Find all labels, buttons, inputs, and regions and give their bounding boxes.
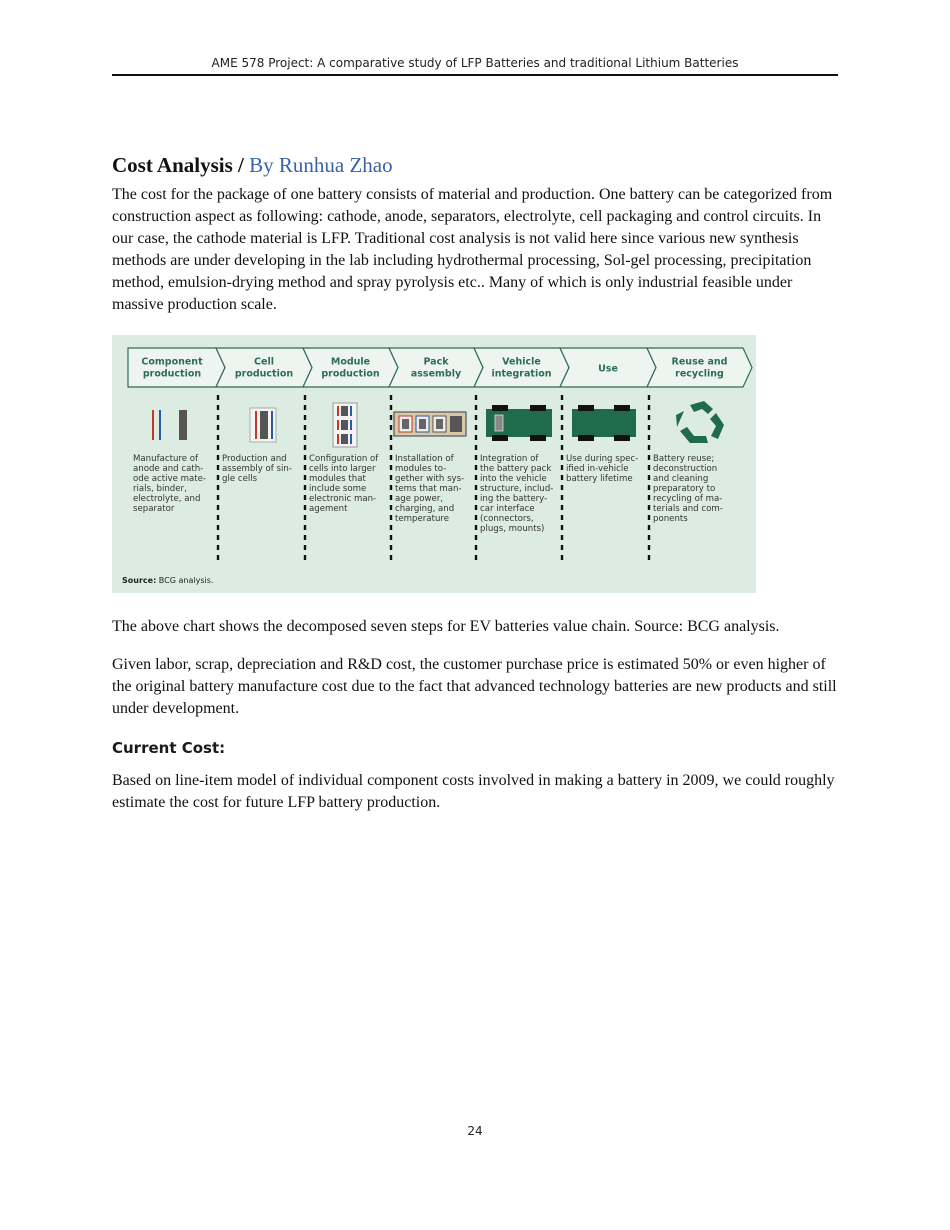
pack-icon (394, 412, 466, 436)
step-desc-7: and cleaning (653, 474, 709, 484)
step-descriptions (133, 454, 723, 534)
step-desc-3: agement (309, 504, 348, 514)
step-arrow-5 (474, 348, 569, 387)
module-icon (333, 403, 357, 447)
component-icon (152, 410, 187, 440)
step-desc-5: structure, includ- (480, 484, 554, 494)
intro-paragraph: The cost for the package of one battery consists of material and production. One battery can be categorized from construction aspect as following: cathode, anode, separators, electrolyte, cell packaging and control circuits. In our case, the cathode material is LFP. Traditional cost analysis is not valid here since various new synthesis methods are under developing in the lab including hydrothermal processing, Sol-gel processing, precipitation method, emulsion-drying method and spray pyrolysis etc.. Many of which is only industrial feasible under massive production scale. (112, 186, 833, 313)
step-desc-6: Use during spec- (566, 454, 639, 464)
step-desc-4: tems that man- (395, 484, 462, 494)
step-desc-4: age power, (395, 494, 444, 504)
step-desc-2: gle cells (222, 474, 258, 484)
section-title (112, 153, 393, 178)
page-number: 24 (467, 1124, 483, 1138)
step-label-6: Use (598, 363, 618, 375)
step-desc-5: plugs, mounts) (480, 524, 545, 534)
step-arrow-2 (216, 348, 312, 387)
step-desc-6: ified in-vehicle (566, 464, 629, 474)
step-arrow-1 (128, 348, 225, 387)
step-desc-7: ponents (653, 514, 688, 524)
step-label-2: Cell (254, 356, 274, 368)
step-desc-4: temperature (395, 514, 450, 524)
figure-caption: The above chart shows the decomposed seven steps for EV batteries value chain. Source: BCG analysis. (112, 618, 780, 635)
step-desc-5: ing the battery- (480, 494, 548, 504)
step-arrows (128, 348, 752, 387)
section-title-text: Cost Analysis / (112, 153, 250, 177)
value-chain-figure (112, 335, 756, 593)
header-rule (112, 74, 838, 76)
figure-source (122, 576, 213, 585)
step-label-3: Module (330, 356, 371, 368)
step-arrow-3 (303, 348, 398, 387)
value-chain-diagram (112, 335, 756, 593)
step-desc-2: assembly of sin- (222, 464, 292, 474)
section-author: By Runhua Zhao (249, 153, 393, 177)
step-desc-5: (connectors, (480, 514, 534, 524)
use-icon (572, 405, 636, 441)
step-desc-3: include some (309, 484, 367, 494)
current-cost-heading: Current Cost: (112, 739, 226, 757)
step-desc-6: battery lifetime (566, 474, 633, 484)
step-desc-7: terials and com- (653, 504, 723, 514)
step-desc-3: electronic man- (309, 494, 377, 504)
step-desc-3: modules that (309, 474, 366, 484)
figure-source-text: BCG analysis. (156, 576, 214, 585)
step-desc-3: Configuration of (309, 454, 379, 464)
recycle-icon (676, 401, 724, 443)
step-desc-7: Battery reuse; (653, 454, 715, 464)
step-desc-4: gether with sys- (395, 474, 465, 484)
step-label-7: Reuse and (671, 356, 728, 368)
price-paragraph: Given labor, scrap, depreciation and R&D cost, the customer purchase price is estimated 50% or even higher of the original battery manufacture cost due to the fact that advanced technology batteries are new products and still under development. (112, 656, 837, 717)
vehicle-integration-icon (486, 405, 552, 441)
step-desc-7: preparatory to (653, 484, 716, 494)
step-desc-3: cells into larger (309, 464, 376, 474)
step-arrow-7 (647, 348, 752, 387)
step-desc-7: recycling of ma- (653, 494, 723, 504)
step-desc-5: into the vehicle (480, 474, 547, 484)
step-label-3: production (321, 368, 380, 380)
step-desc-1: anode and cath- (133, 464, 204, 474)
step-label-2: production (234, 368, 294, 380)
step-label-7: recycling (675, 368, 724, 380)
step-label-1: production (142, 368, 202, 380)
step-desc-1: ode active mate- (133, 474, 206, 484)
step-desc-1: Manufacture of (133, 454, 199, 464)
step-label-1: Component (141, 356, 203, 368)
step-desc-1: electrolyte, and (133, 494, 201, 504)
step-desc-5: car interface (480, 504, 535, 514)
step-desc-4: charging, and (395, 504, 455, 514)
figure-source-label: Source: (122, 576, 157, 585)
step-label-4: assembly (410, 368, 462, 380)
step-label-4: Pack (423, 356, 449, 368)
cell-icon (250, 408, 276, 442)
step-label-5: integration (491, 368, 552, 380)
current-cost-paragraph: Based on line-item model of individual component costs involved in making a battery in 2009, we could roughly estimate the cost for future LFP battery production. (112, 772, 835, 811)
step-desc-5: Integration of (480, 454, 539, 464)
step-desc-1: separator (133, 504, 175, 514)
step-desc-7: deconstruction (653, 464, 718, 474)
step-desc-1: rials, binder, (133, 484, 187, 494)
step-arrow-4 (389, 348, 483, 387)
step-desc-5: the battery pack (480, 464, 552, 474)
step-desc-4: Installation of (395, 454, 454, 464)
running-header: AME 578 Project: A comparative study of LFP Batteries and traditional Lithium Batteries (211, 56, 739, 70)
step-desc-2: Production and (222, 454, 287, 464)
step-desc-4: modules to- (395, 464, 447, 474)
step-label-5: Vehicle (502, 356, 541, 368)
